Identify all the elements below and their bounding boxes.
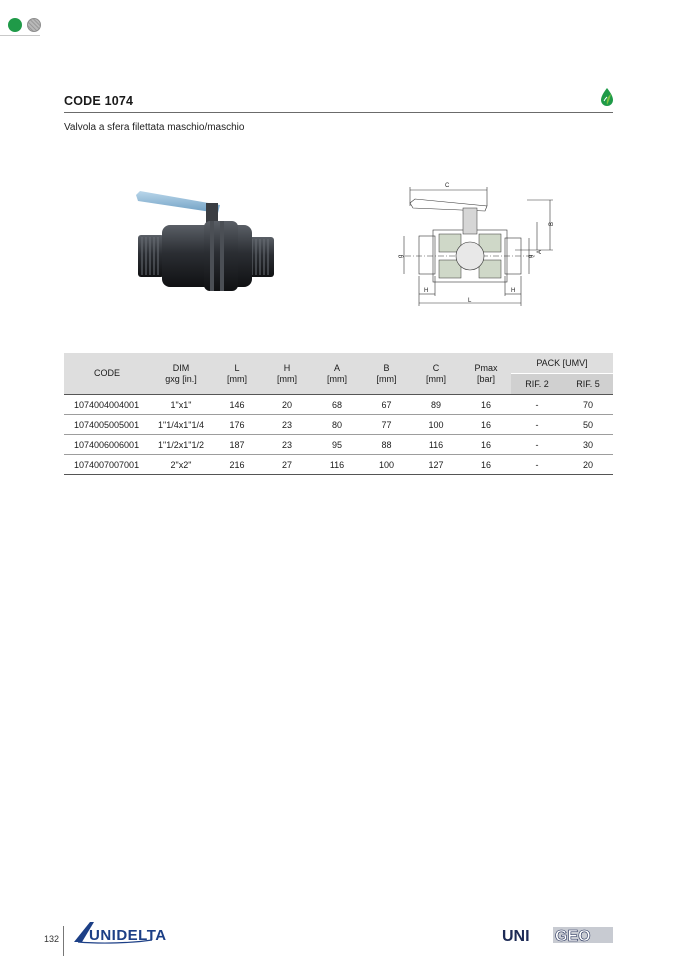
cell-rif2: -: [511, 435, 563, 455]
header-pmax: Pmax [bar]: [461, 353, 511, 395]
dim-label-l: L: [468, 298, 472, 304]
dim-label-h-right: H: [511, 288, 516, 294]
table-row: [64, 435, 613, 455]
water-drop-leaf-icon: [599, 87, 615, 107]
header-h: H [mm]: [262, 353, 312, 395]
header-dim: DIM gxg [in.]: [150, 353, 212, 395]
cell-code: 1074007007001: [64, 455, 150, 475]
cell-h: 23: [262, 435, 312, 455]
table-row: [64, 395, 613, 415]
svg-text:UNI: UNI: [502, 928, 530, 944]
svg-text:GEO: GEO: [555, 928, 591, 944]
table-row: [64, 455, 613, 475]
header-l: L [mm]: [212, 353, 262, 395]
technical-drawing: [395, 178, 565, 308]
green-dot-icon: [8, 18, 22, 32]
header-a: A [mm]: [312, 353, 362, 395]
cell-rif5: 30: [563, 435, 613, 455]
cell-dim: 1"1/4x1"1/4: [150, 415, 212, 435]
cell-pmax: 16: [461, 415, 511, 435]
cell-b: 67: [362, 395, 411, 415]
cell-code: 1074005005001: [64, 415, 150, 435]
cell-b: 88: [362, 435, 411, 455]
table-row: [64, 415, 613, 435]
cell-rif5: 70: [563, 395, 613, 415]
cell-rif2: -: [511, 415, 563, 435]
spec-table: [64, 353, 613, 475]
cell-rif5: 50: [563, 415, 613, 435]
header-rif5: RIF. 5: [563, 374, 613, 395]
cell-rif5: 20: [563, 455, 613, 475]
svg-text:UNIDELTA: UNIDELTA: [89, 927, 167, 944]
cell-pmax: 16: [461, 455, 511, 475]
cell-h: 20: [262, 395, 312, 415]
header-code: CODE: [64, 353, 150, 395]
cell-dim: 2"x2": [150, 455, 212, 475]
cell-h: 27: [262, 455, 312, 475]
cell-a: 80: [312, 415, 362, 435]
corner-divider: [0, 35, 40, 36]
cell-l: 176: [212, 415, 262, 435]
cell-c: 116: [411, 435, 461, 455]
dim-label-a: A: [537, 249, 543, 254]
cell-b: 100: [362, 455, 411, 475]
cell-pmax: 16: [461, 395, 511, 415]
cell-code: 1074006006001: [64, 435, 150, 455]
cell-c: 100: [411, 415, 461, 435]
title-rule: [64, 112, 613, 113]
unigeo-logo: [502, 926, 614, 944]
header-c: C [mm]: [411, 353, 461, 395]
cell-a: 95: [312, 435, 362, 455]
cell-l: 187: [212, 435, 262, 455]
header-rif2: RIF. 2: [511, 374, 563, 395]
cell-a: 116: [312, 455, 362, 475]
cell-l: 216: [212, 455, 262, 475]
footer-divider: [63, 926, 64, 956]
cell-code: 1074004004001: [64, 395, 150, 415]
header-pack: PACK [UMV]: [511, 353, 613, 374]
cell-c: 127: [411, 455, 461, 475]
product-description: Valvola a sfera filettata maschio/maschio: [64, 122, 245, 133]
dim-label-g-left: g: [398, 254, 404, 258]
cell-l: 146: [212, 395, 262, 415]
cell-dim: 1"1/2x1"1/2: [150, 435, 212, 455]
cell-rif2: -: [511, 455, 563, 475]
cell-c: 89: [411, 395, 461, 415]
dim-label-g-right: g: [528, 254, 534, 258]
unidelta-logo: [72, 918, 212, 944]
dim-label-b: B: [549, 221, 555, 226]
cell-a: 68: [312, 395, 362, 415]
page-number: 132: [44, 934, 60, 944]
grey-dot-icon: [27, 18, 41, 32]
cell-dim: 1"x1": [150, 395, 212, 415]
page-title: CODE 1074: [64, 94, 134, 108]
dim-label-h-left: H: [424, 288, 429, 294]
cell-pmax: 16: [461, 435, 511, 455]
dim-label-c: C: [445, 183, 450, 189]
cell-rif2: -: [511, 395, 563, 415]
cell-h: 23: [262, 415, 312, 435]
cell-b: 77: [362, 415, 411, 435]
product-photo: [130, 185, 280, 295]
header-b: B [mm]: [362, 353, 411, 395]
